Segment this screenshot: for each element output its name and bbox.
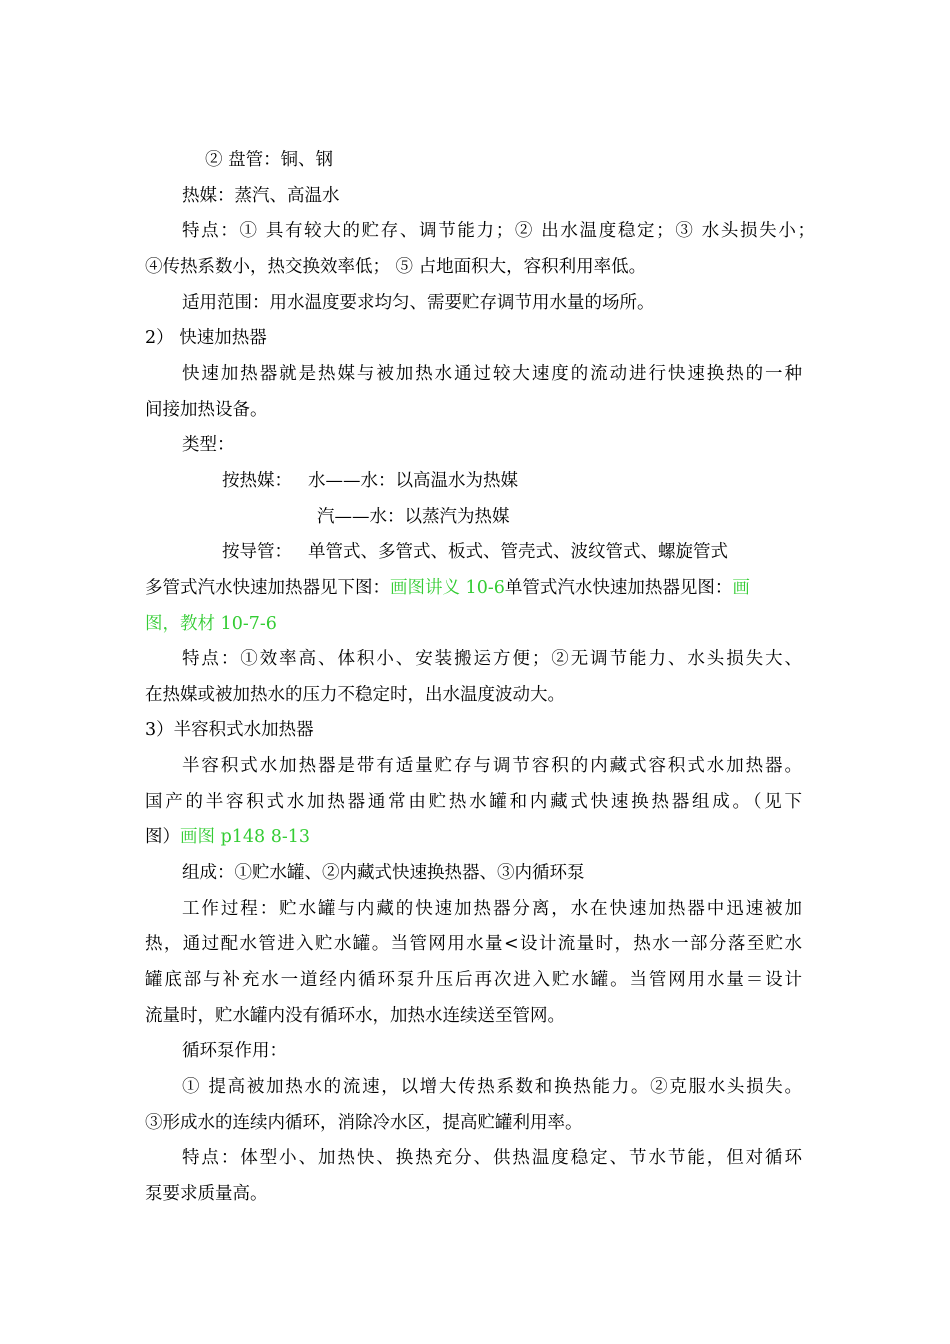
- figure-ref-draw: 画: [732, 578, 750, 598]
- figure-ref-textbook-10-7-6: 图，教材 10-7-6: [145, 614, 277, 634]
- heat-medium-line: 热媒：蒸汽、高温水: [182, 186, 340, 206]
- application-scope-line: 适用范围：用水温度要求均匀、需要贮存调节用水量的场所。: [182, 293, 655, 313]
- see-figure-text: 图）: [145, 827, 180, 847]
- section-heading-fast-heater: 2） 快速加热器: [145, 328, 267, 348]
- composition-line: 组成：①贮水罐、②内藏式快速换热器、③内循环泵: [182, 863, 585, 883]
- figure-ref-p148-8-13: 画图 p148 8-13: [180, 827, 311, 847]
- semi-volume-features-line-1: 特点：体型小、加热快、换热充分、供热温度稳定、节水节能，但对循环: [182, 1148, 802, 1168]
- fast-heater-features-line-2: 在热媒或被加热水的压力不稳定时，出水温度波动大。: [145, 685, 565, 705]
- fast-heater-features-line-1: 特点：①效率高、体积小、安装搬运方便；②无调节能力、水头损失大、: [182, 649, 802, 669]
- coil-material-line: ② 盘管：铜、钢: [205, 150, 334, 170]
- figure-ref-lecture-10-6: 画图讲义 10-6: [390, 578, 505, 598]
- features-line-1: 特点：① 具有较大的贮存、调节能力；② 出水温度稳定；③ 水头损失小；: [182, 221, 815, 241]
- pump-function-label: 循环泵作用：: [182, 1041, 287, 1061]
- conduit-types: 单管式、多管式、板式、管壳式、波纹管式、螺旋管式: [308, 542, 728, 562]
- single-tube-heater-text: 单管式汽水快速加热器见图：: [504, 578, 733, 598]
- by-conduit-label: 按导管：: [222, 542, 292, 562]
- working-process-line-1: 工作过程：贮水罐与内藏的快速加热器分离，水在快速加热器中迅速被加: [182, 899, 802, 919]
- multi-tube-heater-text: 多管式汽水快速加热器见下图：: [145, 578, 390, 598]
- features-line-2: ④传热系数小，热交换效率低； ⑤ 占地面积大，容积利用率低。: [145, 257, 647, 277]
- pump-function-line-2: ③形成水的连续内循环，消除冷水区，提高贮罐利用率。: [145, 1113, 583, 1133]
- working-process-line-3: 罐底部与补充水一道经内循环泵升压后再次进入贮水罐。当管网用水量＝设计: [145, 970, 802, 990]
- working-process-line-2: 热，通过配水管进入贮水罐。当管网用水量<设计流量时，热水一部分落至贮水: [145, 934, 802, 954]
- water-water-type: 水——水：以高温水为热媒: [308, 471, 518, 491]
- pump-function-line-1: ① 提高被加热水的流速，以增大传热系数和换热能力。②克服水头损失。: [182, 1077, 802, 1097]
- semi-volume-features-line-2: 泵要求质量高。: [145, 1184, 268, 1204]
- fast-heater-definition-line-1: 快速加热器就是热媒与被加热水通过较大速度的流动进行快速换热的一种: [182, 364, 802, 384]
- semi-volume-definition-line-2: 国产的半容积式水加热器通常由贮热水罐和内藏式快速换热器组成。（见下: [145, 792, 802, 812]
- steam-water-type: 汽——水：以蒸汽为热媒: [317, 507, 510, 527]
- working-process-line-4: 流量时，贮水罐内没有循环水，加热水连续送至管网。: [145, 1006, 565, 1026]
- semi-volume-definition-line-1: 半容积式水加热器是带有适量贮存与调节容积的内藏式容积式水加热器。: [182, 756, 802, 776]
- fast-heater-definition-line-2: 间接加热设备。: [145, 400, 268, 420]
- by-heat-medium-label: 按热媒：: [222, 471, 292, 491]
- section-heading-semi-volume-heater: 3）半容积式水加热器: [145, 720, 314, 740]
- semi-volume-figure-line: [145, 825, 310, 849]
- types-label: 类型：: [182, 435, 235, 455]
- figure-reference-line-1: [145, 576, 750, 600]
